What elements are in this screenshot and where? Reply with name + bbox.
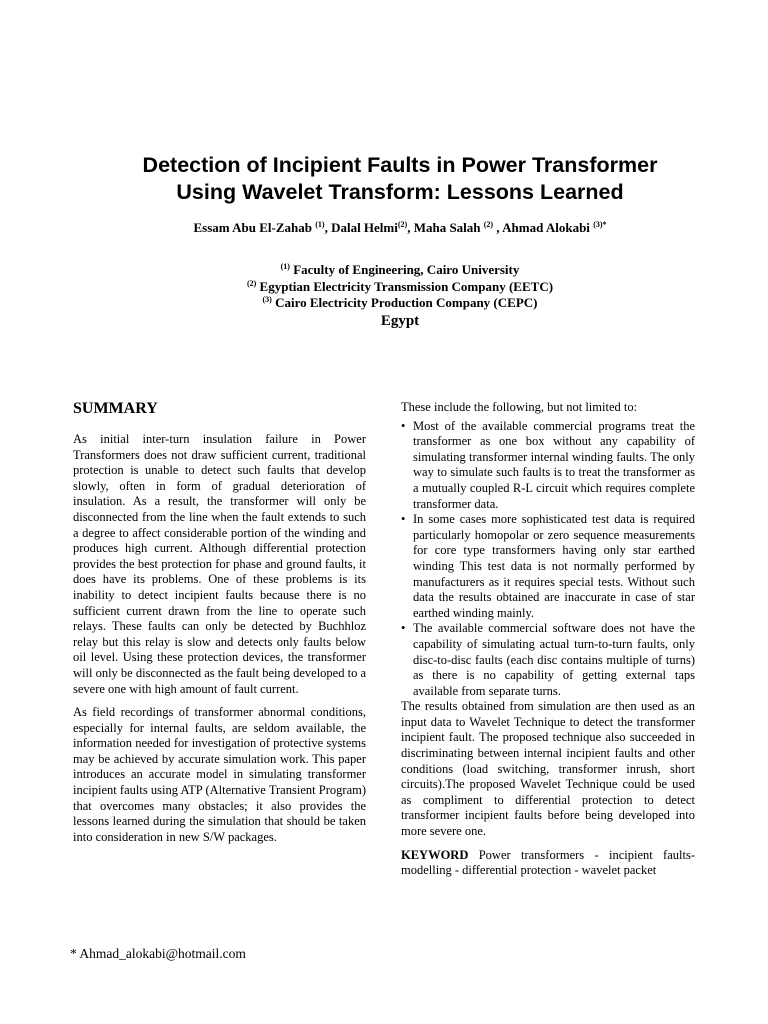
affiliation-line (40, 262, 760, 279)
keyword-label: KEYWORD (401, 847, 469, 862)
author-separator: , (493, 220, 503, 235)
author-affil-mark: (2) (397, 220, 408, 229)
summary-paragraph: As field recordings of transformer abnormal conditions, especially for internal faults, are seldom available, the information needed for investigation of protective systems may be achieved by accurate simulation work. This paper introduces an accurate model in simulating transformer incipient faults using ATP (Alternative Transient Program) that overcomes many obstacles; it also provides the lessons learned during the simulation that should be taken into consideration in new S/W packages. (73, 705, 366, 844)
results-paragraph: The results obtained from simulation are then used as an input data to Wavelet Technique to detect the transformer incipient fault. The proposed technique also succeeded in discriminating between internal incipient faults and other conditions (load switching, transformer inrush, short circuits).The proposed Wavelet Technique could be used as compliment to differential protection to detect transformer incipient faults before being developed into more severe one. (401, 699, 695, 839)
section-heading-summary: SUMMARY (73, 400, 158, 417)
affiliation-mark: (2) (246, 278, 257, 288)
author-separator: , (324, 220, 332, 235)
author-separator: , (407, 220, 414, 235)
summary-paragraph: As initial inter-turn insulation failure in Power Transformers does not draw sufficient current, traditional protection is unable to detect such faults that develop slowly, often in form of gradual deterioration of insulation. As a result, the transformer will only be disconnected from the line when the fault extends to such a degree to affect considerable portion of the winding and produces high current. Although differential protection provides the best protection for phase and ground faults, it does have its problems. One of these problems is its inability to detect incipient faults because there is no sufficient current drawn from the line to operate such relays. These faults can only be detected by Buchhloz relay but this relay is slow and detects only faults below oil level. Using these protection devices, the transformer will only be disconnected as the fault being developed to a severe one with high amount of fault current. (73, 432, 366, 696)
affiliation-text: Faculty of Engineering, Cairo University (293, 262, 520, 277)
limitations-list (401, 419, 695, 700)
affiliation-mark: (1) (280, 262, 290, 271)
affiliation-text: Egyptian Electricity Transmission Company (EETC) (259, 278, 554, 294)
contact-footnote: * Ahmad_alokabi@hotmail.com (70, 946, 246, 961)
title-line-2: Using Wavelet Transform: Lessons Learned (176, 180, 624, 204)
list-item: • The available commercial software does not have the capability of simulating actual turn-to-turn faults, only disc-to-disc faults (each disc contains multiple of turns) as there is no capability of getting external taps available from separate turns. (401, 621, 695, 699)
list-item: • Most of the available commercial programs treat the transformer as one box without any capability of simulating transformer internal winding faults. The only way to simulate such faults is to treat the transformer as a mutually coupled R-L circuit which requires complete transformer data. (401, 419, 695, 513)
author-affil-mark: (2) (483, 220, 494, 229)
country-label: Egypt (380, 312, 420, 329)
list-item: • In some cases more sophisticated test data is required particularly homopolar or zero sequence measurements for core type transformers having only star earthed winding This test data is not normally performed by manufacturers as it requires special tests. Without such data the results obtained are inaccurate in case of star earthed winding mainly. (401, 512, 695, 621)
affiliation-mark: (3) (262, 295, 272, 304)
author-name: Maha Salah (413, 220, 481, 235)
affiliation-text: Cairo Electricity Production Company (CEPC) (275, 295, 538, 310)
keyword-line (401, 848, 695, 879)
author-name: Ahmad Alokabi (502, 220, 590, 235)
affiliation-block (40, 262, 760, 331)
author-affil-mark: (3)* (593, 220, 607, 229)
paper-title (60, 152, 740, 206)
left-column (73, 400, 366, 845)
keyword-text: Power transformers - incipient faults- modelling - differential protection - wavelet packet (401, 847, 695, 878)
author-name: Essam Abu El-Zahab (193, 220, 312, 235)
affiliation-line (40, 279, 760, 296)
list-intro: These include the following, but not limited to: (401, 400, 638, 414)
author-name: Dalal Helmi (331, 220, 398, 235)
author-affil-mark: (1) (315, 220, 325, 229)
title-line-1: Detection of Incipient Faults in Power Transformer (142, 153, 658, 177)
affiliation-line (40, 295, 760, 312)
right-column (401, 400, 695, 891)
author-list (40, 220, 760, 236)
